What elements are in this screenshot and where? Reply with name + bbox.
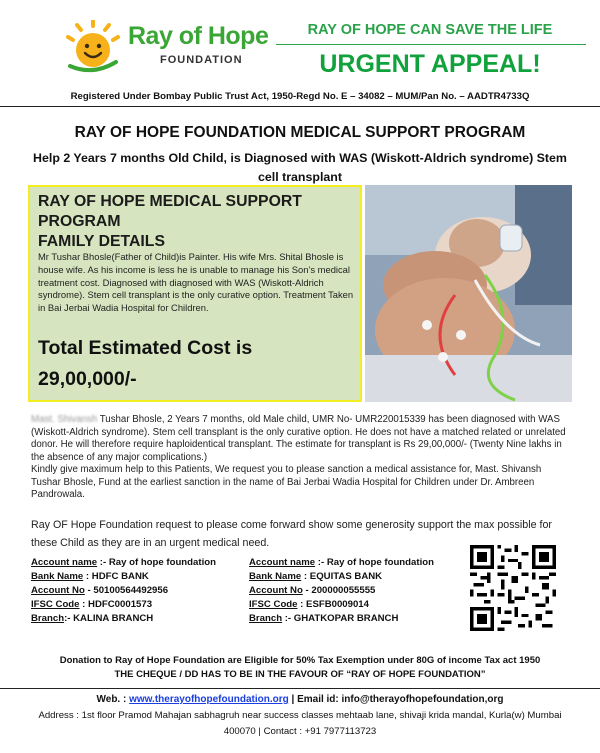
- branch-value: :- KALINA BRANCH: [64, 613, 154, 624]
- registration-line: Registered Under Bombay Public Trust Act, 1950-Regd No. E – 34082 – MUM/Pan No. – AADTR4733Q: [70, 91, 530, 102]
- branch-key: Branch: [31, 613, 65, 624]
- tax-exemption-note: [0, 654, 600, 682]
- foundation-logo: [56, 14, 269, 74]
- bank-name-key: Bank Name: [31, 571, 84, 582]
- donation-request: Ray OF Hope Foundation request to please come forward show some generosity support the max possible for these Child as they are in an urgent medical need.: [31, 519, 552, 549]
- account-name-value: :- Ray of hope foundation: [97, 557, 216, 568]
- account-name-key: Account name: [31, 557, 98, 568]
- cheque-favour-line: THE CHEQUE / DD HAS TO BE IN THE FAVOUR OF “RAY OF HOPE FOUNDATION”: [114, 669, 486, 680]
- web-label: Web. :: [96, 694, 130, 705]
- help-line: Help 2 Years 7 months Old Child, is Diagnosed with WAS (Wiskott-Aldrich syndrome) Stem cell transplant: [33, 151, 567, 184]
- account-name-key: Account name: [249, 557, 316, 568]
- slogan: RAY OF HOPE CAN SAVE THE LIFE: [307, 22, 553, 38]
- bank-details-hdfc: [31, 556, 216, 626]
- header: [0, 0, 600, 86]
- story-text: Tushar Bhosle, 2 Years 7 months, old Male child, UMR No- UMR220015339 has been diagnosed with WAS (Wiskott-Aldrich syndrome). Stem cell transplant is the only curative option. He does not have a matched related or unrelated donor. He will therefore require haploidentical transplant. The estimate for transplant is Rs 29,00,000/- (Twenty Nine lakhs in the absence of any major complications.): [31, 414, 566, 463]
- account-no-value: - 200000055555: [302, 585, 376, 596]
- program-title: RAY OF HOPE FOUNDATION MEDICAL SUPPORT PROGRAM: [74, 124, 526, 141]
- tax-exemption-line: Donation to Ray of Hope Foundation are Eligible for 50% Tax Exemption under 80G of income Tax act 1950: [59, 655, 541, 666]
- account-no-value: - 50100564492956: [84, 585, 169, 596]
- account-name-value: :- Ray of hope foundation: [315, 557, 434, 568]
- bank-name-value: : HDFC BANK: [83, 571, 149, 582]
- patient-photo: [365, 185, 572, 402]
- bank-name-key: Bank Name: [249, 571, 302, 582]
- patient-story: [31, 414, 571, 502]
- family-details-text: Mr Tushar Bhosle(Father of Child)is Painter. His wife Mrs. Shital Bhosle is house wife. As his income is less he is unable to manage his Son’s medical treatment cost. Diagnosed with diagnosed with WAS (Wiskott-Aldrich syndrome). Stem cell transplant is the only curative option. Treatment Taken in Bai Jerbai Wadia Hospital for Children.: [38, 251, 354, 314]
- total-cost-label: Total Estimated Cost is: [38, 337, 253, 359]
- web-email-line: [0, 692, 600, 708]
- footer: [0, 692, 600, 740]
- ifsc-value: : HDFC0001573: [79, 599, 153, 610]
- assistance-appeal: Kindly give maximum help to this Patients, We request you to please sanction a medical assistance for, Mast. Shivansh Tushar Bhosle, Fund at the earliest sanction in the name of Bai Jerbai Wadia Hospital for Children under Dr. Ambreen Pandrowala.: [31, 464, 542, 500]
- branch-key: Branch: [249, 613, 283, 624]
- urgent-appeal-title: URGENT APPEAL!: [319, 50, 541, 78]
- logo-subtitle: FOUNDATION: [160, 54, 243, 66]
- qr-code-icon[interactable]: [470, 545, 556, 631]
- logo-name: Ray of Hope: [128, 22, 269, 50]
- blurred-patient-name: Mast. Shivansh: [31, 414, 98, 425]
- account-no-key: Account No: [31, 585, 85, 596]
- website-link[interactable]: www.therayofhopefoundation.org: [129, 694, 289, 705]
- footer-divider: [0, 688, 600, 689]
- ifsc-key: IFSC Code: [249, 599, 298, 610]
- panel-heading-program: PROGRAM: [38, 213, 121, 230]
- account-no-key: Account No: [249, 585, 303, 596]
- bank-details-equitas: [249, 556, 434, 626]
- header-divider: [0, 106, 600, 107]
- patient-photo-illustration: [365, 185, 572, 402]
- family-details-panel: [28, 185, 362, 402]
- address-line: Address : 1st floor Pramod Mahajan sabhagruh near success classes mehtaab lane, shivaji krida mandal, Kurla(w) Mumbai: [38, 710, 562, 721]
- sun-logo-icon: [66, 20, 120, 74]
- branch-value: :- GHATKOPAR BRANCH: [282, 613, 399, 624]
- family-details-heading: FAMILY DETAILS: [38, 233, 165, 250]
- panel-heading: RAY OF HOPE MEDICAL SUPPORT: [38, 193, 302, 210]
- bank-name-value: : EQUITAS BANK: [301, 571, 383, 582]
- slogan-divider: [276, 44, 586, 45]
- contact-line: 400070 | Contact : +91 7977113723: [223, 726, 377, 737]
- ifsc-key: IFSC Code: [31, 599, 80, 610]
- total-cost-amount: 29,00,000/-: [38, 368, 137, 390]
- email-text: | Email id: info@therayofhopefoundation,org: [288, 694, 504, 705]
- ifsc-value: : ESFB0009014: [297, 599, 369, 610]
